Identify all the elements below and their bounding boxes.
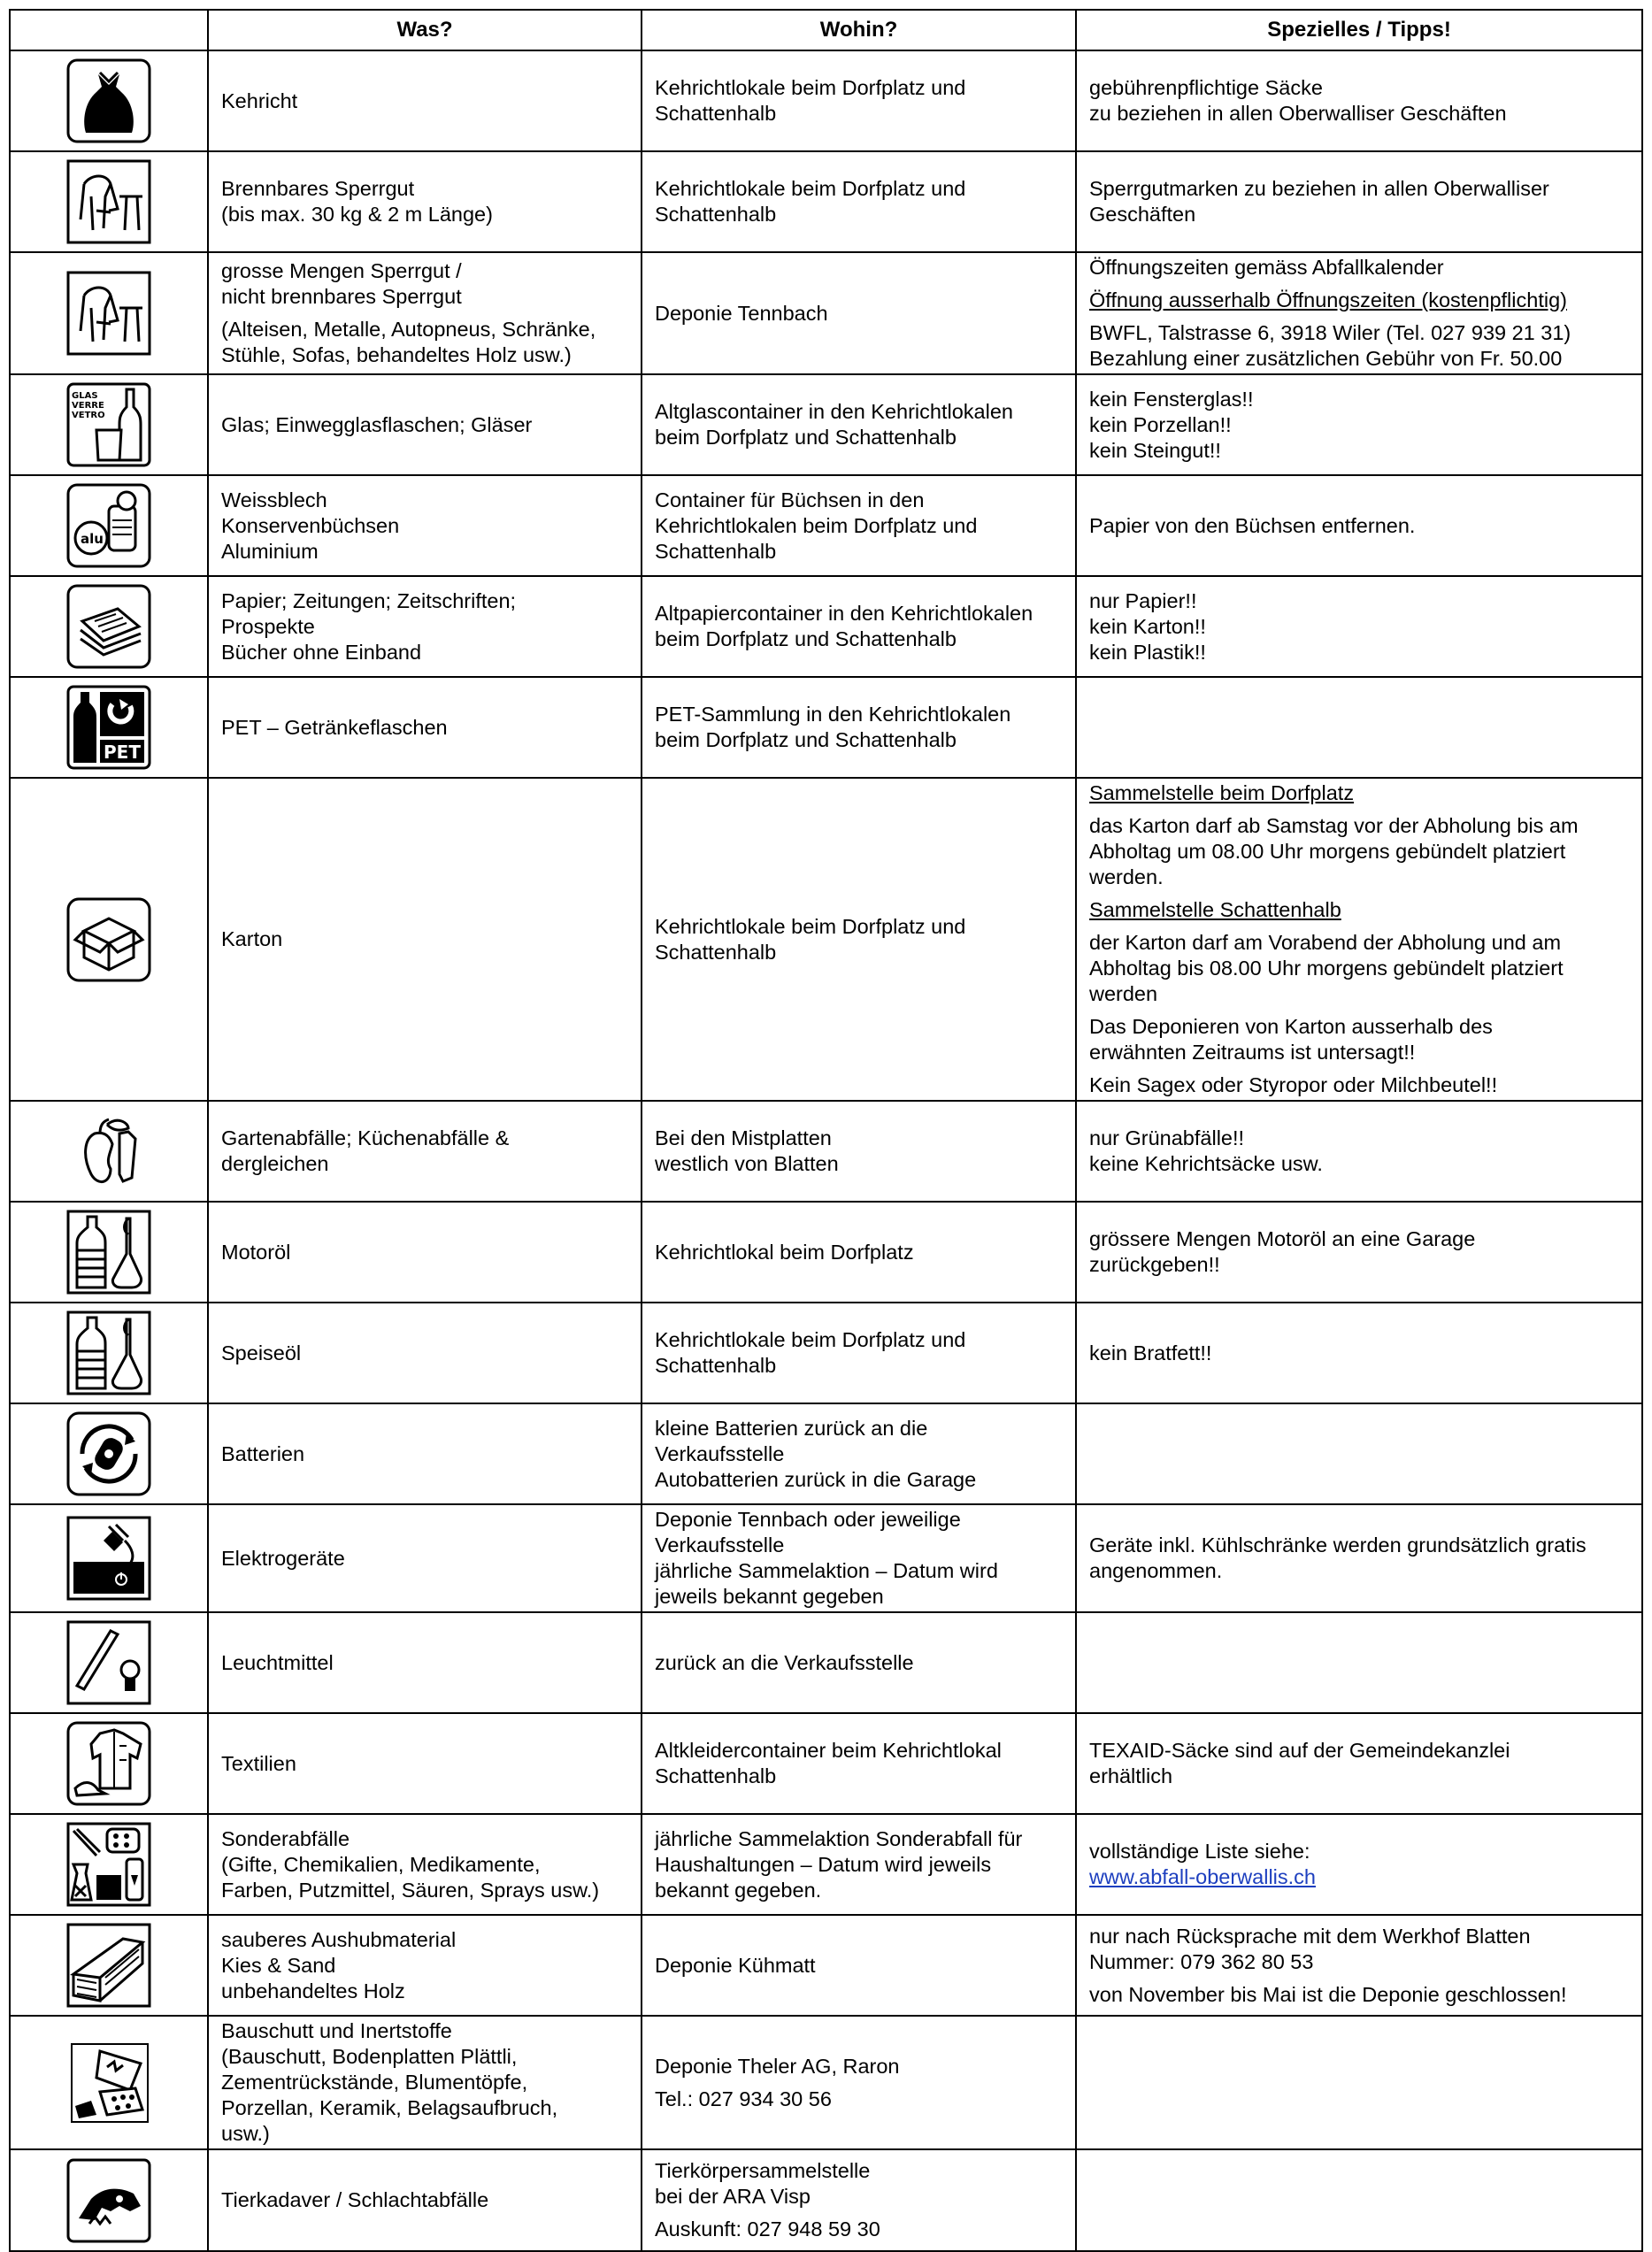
was-text: Karton [221, 927, 283, 950]
tipps-text: kein Bratfett!! [1089, 1341, 1212, 1364]
table-row [10, 1612, 1642, 1713]
icon-cell [10, 475, 208, 576]
header-tipps: Spezielles / Tipps! [1076, 10, 1642, 50]
tipps-text: kein Fensterglas!! kein Porzellan!! kein Steingut!! [1089, 387, 1254, 462]
table-row [10, 778, 1642, 1101]
header-wohin: Wohin? [642, 10, 1076, 50]
tipps-text: gebührenpflichtige Säcke zu beziehen in allen Oberwalliser Geschäften [1089, 76, 1507, 125]
wohin-text: Deponie Theler AG, Raron [655, 2054, 900, 2078]
was-cell [208, 1403, 642, 1504]
icon-cell [10, 252, 208, 374]
wohin-cell [642, 151, 1076, 252]
battery-icon [11, 1410, 207, 1498]
wohin-cell [642, 576, 1076, 677]
glass-icon [11, 380, 207, 469]
tipps-cell [1076, 1101, 1642, 1202]
wohin-cell [642, 1101, 1076, 1202]
website-link[interactable]: www.abfall-oberwallis.ch [1089, 1865, 1316, 1888]
was-text: PET – Getränkeflaschen [221, 715, 448, 739]
was-cell [208, 2149, 642, 2251]
paper-icon [11, 582, 207, 671]
cardboard-icon [11, 895, 207, 984]
electronics-icon [11, 1514, 207, 1603]
oil-icon [11, 1309, 207, 1397]
tipps-cell [1076, 475, 1642, 576]
header-icon [10, 10, 208, 50]
tipps-text: Sammelstelle beim Dorfplatz [1089, 781, 1355, 804]
icon-cell [10, 1504, 208, 1612]
tipps-cell [1076, 1814, 1642, 1915]
was-cell [208, 576, 642, 677]
wohin-text: Tierkörpersammelstelle bei der ARA Visp [655, 2159, 871, 2208]
icon-cell [10, 677, 208, 778]
was-cell [208, 1202, 642, 1303]
wohin-text: Kehrichtlokale beim Dorfplatz und Schattenhalb [655, 914, 966, 964]
wohin-text: Tel.: 027 934 30 56 [655, 2087, 832, 2110]
tipps-text: Papier von den Büchsen entfernen. [1089, 513, 1416, 537]
wohin-cell [642, 475, 1076, 576]
svg-text:alu: alu [81, 531, 104, 547]
was-cell [208, 1303, 642, 1403]
table-row [10, 677, 1642, 778]
wohin-text: Kehrichtlokale beim Dorfplatz und Schattenhalb [655, 76, 966, 125]
icon-cell [10, 2149, 208, 2251]
was-cell [208, 374, 642, 475]
table-row [10, 1303, 1642, 1403]
icon-cell [10, 1612, 208, 1713]
svg-text:VETRO: VETRO [72, 411, 105, 420]
tipps-text: Sperrgutmarken zu beziehen in allen Oberwalliser Geschäften [1089, 177, 1549, 226]
tipps-text: der Karton darf am Vorabend der Abholung und am Abholtag bis 08.00 Uhr morgens gebündelt platziert werden [1089, 931, 1564, 1005]
was-text: Elektrogeräte [221, 1546, 345, 1570]
table-row [10, 252, 1642, 374]
tipps-text: nur Grünabfälle!! keine Kehrichtsäcke usw. [1089, 1126, 1323, 1175]
was-text: Leuchtmittel [221, 1650, 334, 1674]
wohin-text: Altglascontainer in den Kehrichtlokalen beim Dorfplatz und Schattenhalb [655, 400, 1013, 449]
was-cell [208, 475, 642, 576]
tipps-text: Sammelstelle Schattenhalb [1089, 898, 1341, 921]
table-row [10, 1202, 1642, 1303]
wohin-cell [642, 50, 1076, 151]
was-cell [208, 252, 642, 374]
was-text: Textilien [221, 1751, 296, 1775]
table-row [10, 1403, 1642, 1504]
was-text: Glas; Einwegglasflaschen; Gläser [221, 412, 533, 436]
tipps-cell [1076, 2149, 1642, 2251]
wohin-text: Deponie Tennbach oder jeweilige Verkaufsstelle jährliche Sammelaktion – Datum wird jeweils bekannt gegeben [655, 1508, 998, 1608]
waste-disposal-table [9, 9, 1643, 2252]
was-text: Brennbares Sperrgut (bis max. 30 kg & 2 m Länge) [221, 177, 493, 226]
tipps-text: Das Deponieren von Karton ausserhalb des erwähnten Zeitraums ist untersagt!! [1089, 1015, 1493, 1064]
wohin-text: zurück an die Verkaufsstelle [655, 1650, 914, 1674]
was-text: Batterien [221, 1441, 305, 1465]
tipps-text: nur nach Rücksprache mit dem Werkhof Blatten Nummer: 079 362 80 53 [1089, 1924, 1531, 1973]
wohin-cell [642, 677, 1076, 778]
icon-cell [10, 1713, 208, 1814]
icon-cell [10, 1101, 208, 1202]
was-text: Motoröl [221, 1240, 291, 1264]
tipps-cell [1076, 50, 1642, 151]
was-cell [208, 1915, 642, 2016]
bulky-waste-icon [11, 158, 207, 246]
table-row [10, 1915, 1642, 2016]
icon-cell [10, 50, 208, 151]
tipps-text: von November bis Mai ist die Deponie geschlossen! [1089, 1982, 1567, 2006]
table-row [10, 2016, 1642, 2149]
wohin-cell [642, 1403, 1076, 1504]
wood-icon [11, 1921, 207, 2010]
table-row [10, 151, 1642, 252]
tipps-cell [1076, 151, 1642, 252]
was-text: Sonderabfälle (Gifte, Chemikalien, Medikamente, Farben, Putzmittel, Säuren, Sprays usw.) [221, 1826, 600, 1902]
tipps-text: vollständige Liste siehe: [1089, 1840, 1310, 1863]
icon-cell [10, 1403, 208, 1504]
tipps-cell [1076, 1202, 1642, 1303]
tipps-cell [1076, 677, 1642, 778]
tipps-text: TEXAID-Säcke sind auf der Gemeindekanzlei erhältlich [1089, 1739, 1510, 1787]
tipps-text: grössere Mengen Motoröl an eine Garage zurückgeben!! [1089, 1227, 1476, 1276]
tipps-cell [1076, 252, 1642, 374]
tipps-cell [1076, 1612, 1642, 1713]
wohin-text: Bei den Mistplatten westlich von Blatten [655, 1126, 839, 1175]
tipps-text: nur Papier!! kein Karton!! kein Plastik!! [1089, 588, 1206, 664]
carcass-icon [11, 2156, 207, 2245]
wohin-cell [642, 1504, 1076, 1612]
was-cell [208, 778, 642, 1101]
tipps-text: Geräte inkl. Kühlschränke werden grundsätzlich gratis angenommen. [1089, 1533, 1587, 1582]
tipps-text: Öffnung ausserhalb Öffnungszeiten (kostenpflichtig) [1089, 288, 1567, 311]
icon-cell [10, 1814, 208, 1915]
was-cell [208, 50, 642, 151]
table-row [10, 374, 1642, 475]
table-row [10, 50, 1642, 151]
header-row [10, 10, 1642, 50]
wohin-text: Altkleidercontainer beim Kehrichtlokal Schattenhalb [655, 1739, 1002, 1787]
was-cell [208, 677, 642, 778]
rubble-icon [11, 2039, 207, 2127]
was-cell [208, 1814, 642, 1915]
wohin-text: Deponie Kühmatt [655, 1953, 816, 1977]
wohin-text: Deponie Tennbach [655, 301, 828, 325]
icon-cell [10, 1202, 208, 1303]
was-text: Kehricht [221, 88, 298, 112]
svg-text:PET: PET [104, 742, 141, 763]
was-text: Papier; Zeitungen; Zeitschriften; Prospekte Bücher ohne Einband [221, 588, 517, 664]
cans-icon [11, 481, 207, 570]
tipps-cell [1076, 1403, 1642, 1504]
tipps-cell [1076, 2016, 1642, 2149]
was-text: Gartenabfälle; Küchenabfälle & dergleichen [221, 1126, 510, 1175]
was-cell [208, 1612, 642, 1713]
wohin-cell [642, 1814, 1076, 1915]
icon-cell [10, 576, 208, 677]
wohin-text: jährliche Sammelaktion Sonderabfall für Haushaltungen – Datum wird jeweils bekannt gegeben. [655, 1826, 1023, 1902]
wohin-text: kleine Batterien zurück an die Verkaufsstelle Autobatterien zurück in die Garage [655, 1416, 977, 1491]
table-row [10, 1101, 1642, 1202]
wohin-cell [642, 1202, 1076, 1303]
icon-cell [10, 2016, 208, 2149]
icon-cell [10, 374, 208, 475]
tipps-cell [1076, 778, 1642, 1101]
tipps-cell [1076, 1303, 1642, 1403]
tipps-text: Öffnungszeiten gemäss Abfallkalender [1089, 256, 1444, 279]
wohin-text: Auskunft: 027 948 59 30 [655, 2217, 880, 2240]
tipps-cell [1076, 576, 1642, 677]
tipps-text: das Karton darf ab Samstag vor der Abholung bis am Abholtag um 08.00 Uhr morgens gebündelt platziert werden. [1089, 814, 1579, 888]
bulky-waste-icon [11, 269, 207, 357]
wohin-text: Kehrichtlokale beim Dorfplatz und Schattenhalb [655, 177, 966, 226]
icon-cell [10, 1915, 208, 2016]
was-text: grosse Mengen Sperrgut / nicht brennbares Sperrgut [221, 259, 462, 308]
tipps-cell [1076, 1915, 1642, 2016]
was-cell [208, 1101, 642, 1202]
was-text: Bauschutt und Inertstoffe (Bauschutt, Bodenplatten Plättli, Zementrückstände, Blumentöpfe, Porzellan, Keramik, Belagsaufbruch, usw.) [221, 2019, 558, 2145]
icon-cell [10, 778, 208, 1101]
wohin-text: Kehrichtlokal beim Dorfplatz [655, 1240, 914, 1264]
wohin-cell [642, 1915, 1076, 2016]
table-row [10, 576, 1642, 677]
wohin-text: PET-Sammlung in den Kehrichtlokalen beim Dorfplatz und Schattenhalb [655, 703, 1011, 751]
textiles-icon [11, 1719, 207, 1808]
was-text: Tierkadaver / Schlachtabfälle [221, 2188, 489, 2211]
was-text: sauberes Aushubmaterial Kies & Sand unbehandeltes Holz [221, 1927, 457, 2002]
table-row [10, 475, 1642, 576]
table-row [10, 1814, 1642, 1915]
table-row [10, 1504, 1642, 1612]
wohin-cell [642, 778, 1076, 1101]
wohin-text: Kehrichtlokale beim Dorfplatz und Schattenhalb [655, 1328, 966, 1377]
pet-bottle-icon [11, 683, 207, 772]
tipps-text: Kein Sagex oder Styropor oder Milchbeutel!! [1089, 1073, 1498, 1096]
was-cell [208, 1713, 642, 1814]
hazardous-waste-icon [11, 1820, 207, 1909]
icon-cell [10, 151, 208, 252]
wohin-cell [642, 2149, 1076, 2251]
trash-bag-icon [11, 57, 207, 145]
wohin-cell [642, 1612, 1076, 1713]
svg-text:GLAS: GLAS [72, 391, 98, 401]
wohin-cell [642, 2016, 1076, 2149]
table-row [10, 1713, 1642, 1814]
tipps-cell [1076, 374, 1642, 475]
svg-text:VERRE: VERRE [72, 401, 104, 411]
icon-cell [10, 1303, 208, 1403]
wohin-cell [642, 252, 1076, 374]
wohin-text: Altpapiercontainer in den Kehrichtlokalen beim Dorfplatz und Schattenhalb [655, 602, 1033, 650]
organic-waste-icon [11, 1107, 207, 1195]
was-text: (Alteisen, Metalle, Autopneus, Schränke, Stühle, Sofas, behandeltes Holz usw.) [221, 318, 596, 366]
wohin-text: Container für Büchsen in den Kehrichtlokalen beim Dorfplatz und Schattenhalb [655, 488, 978, 563]
was-cell [208, 2016, 642, 2149]
was-cell [208, 1504, 642, 1612]
was-cell [208, 151, 642, 252]
was-text: Speiseöl [221, 1341, 302, 1364]
tipps-cell [1076, 1713, 1642, 1814]
table-row [10, 2149, 1642, 2251]
wohin-cell [642, 1713, 1076, 1814]
wohin-cell [642, 374, 1076, 475]
header-was: Was? [208, 10, 642, 50]
tipps-text: BWFL, Talstrasse 6, 3918 Wiler (Tel. 027 939 21 31) Bezahlung einer zusätzlichen Gebühr von Fr. 50.00 [1089, 321, 1571, 370]
oil-icon [11, 1208, 207, 1296]
was-text: Weissblech Konservenbüchsen Aluminium [221, 488, 400, 563]
tipps-cell [1076, 1504, 1642, 1612]
wohin-cell [642, 1303, 1076, 1403]
light-bulb-icon [11, 1618, 207, 1707]
